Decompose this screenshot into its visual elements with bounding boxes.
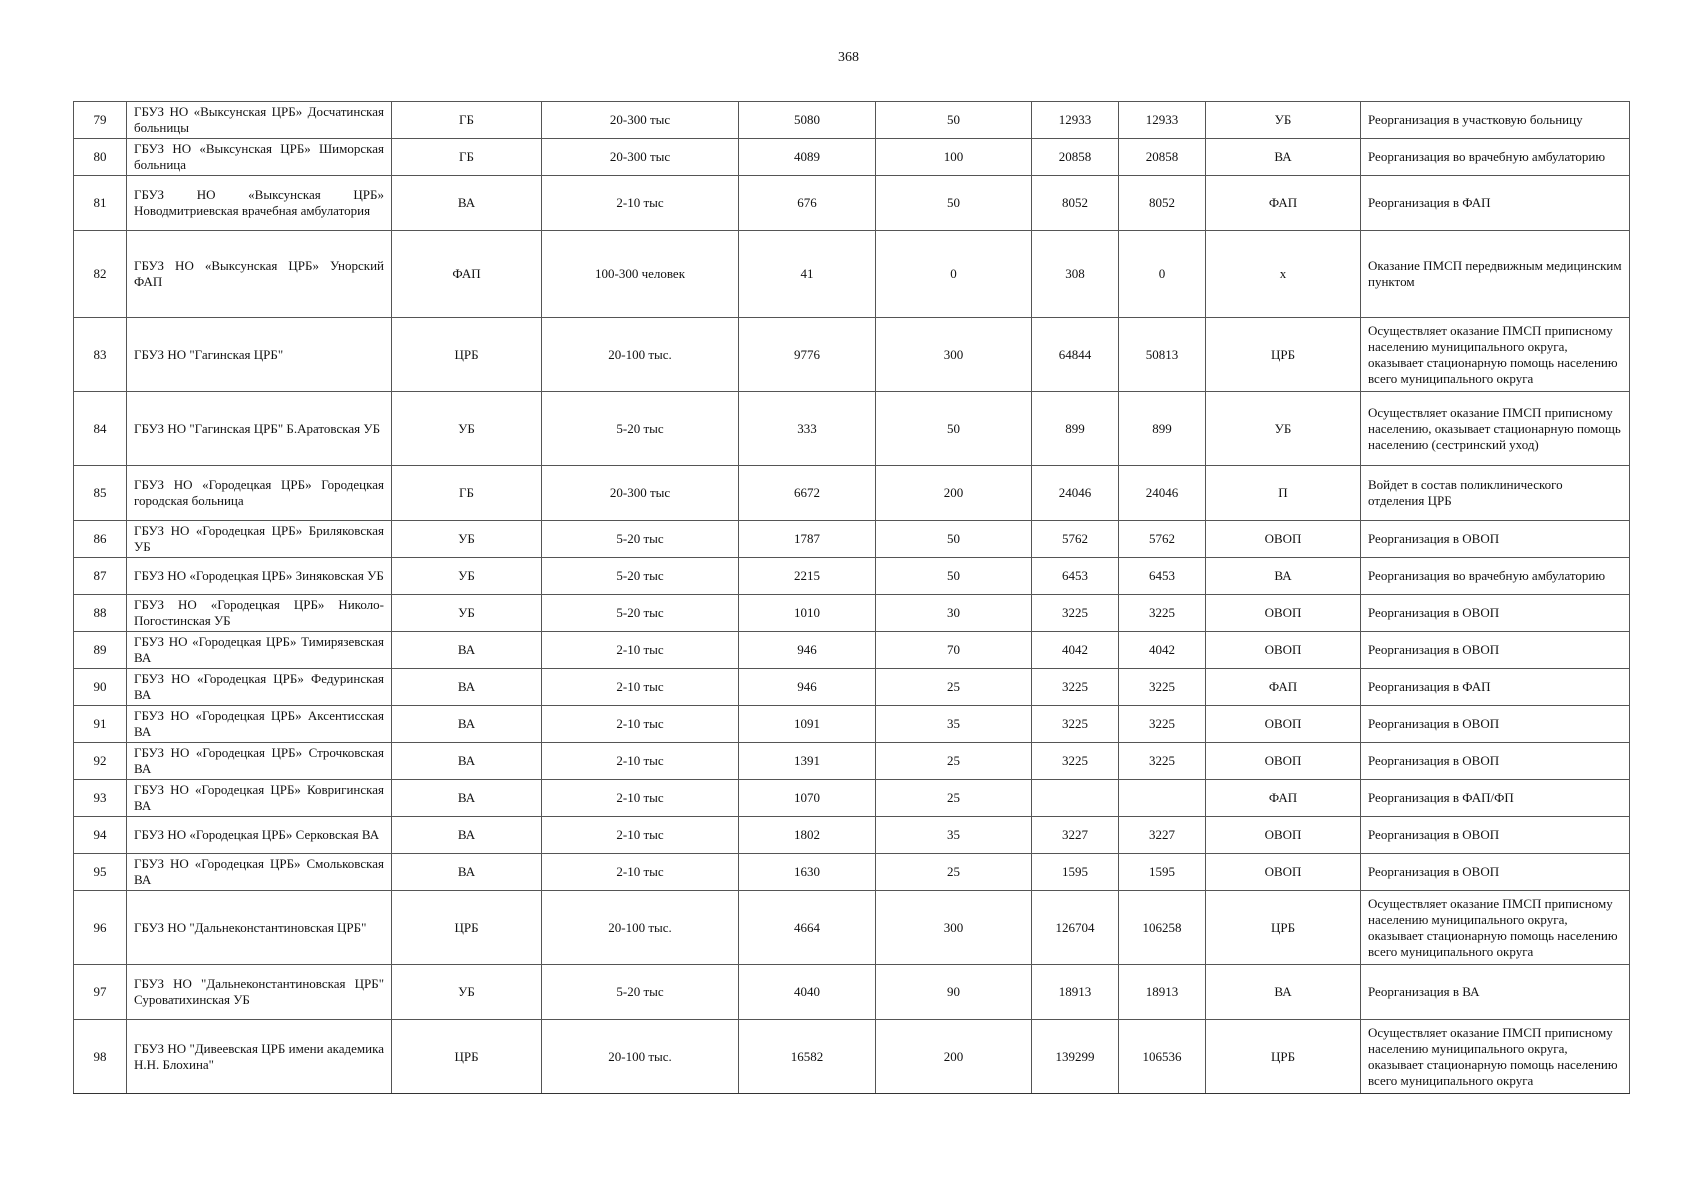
- facility-type: ЦРБ: [392, 318, 542, 392]
- facility-type: ГБ: [392, 139, 542, 176]
- value-1: 41: [739, 231, 876, 318]
- planned-action: Реорганизация во врачебную амбулаторию: [1361, 558, 1630, 595]
- value-2: 35: [876, 706, 1032, 743]
- planned-action: Реорганизация в ФАП/ФП: [1361, 780, 1630, 817]
- value-3: 64844: [1032, 318, 1119, 392]
- value-4: 3227: [1119, 817, 1206, 854]
- value-1: 1787: [739, 521, 876, 558]
- value-1: 1630: [739, 854, 876, 891]
- table-row: [74, 318, 1630, 392]
- planned-action: Осуществляет оказание ПМСП приписному населению муниципального округа, оказывает стационарную помощь населению всего муниципального округа: [1361, 1020, 1630, 1094]
- target-type: ОВОП: [1206, 595, 1361, 632]
- facility-table: [73, 101, 1630, 1094]
- planned-action: Реорганизация в ОВОП: [1361, 854, 1630, 891]
- value-3: 6453: [1032, 558, 1119, 595]
- table-row: [74, 965, 1630, 1020]
- table-row: [74, 669, 1630, 706]
- planned-action: Реорганизация в ФАП: [1361, 176, 1630, 231]
- value-4: 0: [1119, 231, 1206, 318]
- table-row: [74, 1020, 1630, 1094]
- facility-type: ВА: [392, 817, 542, 854]
- table-row: [74, 231, 1630, 318]
- value-2: 100: [876, 139, 1032, 176]
- planned-action: Реорганизация в ОВОП: [1361, 595, 1630, 632]
- table-row: [74, 102, 1630, 139]
- table-row: [74, 891, 1630, 965]
- row-number: 89: [74, 632, 127, 669]
- row-number: 88: [74, 595, 127, 632]
- planned-action: Реорганизация в ФАП: [1361, 669, 1630, 706]
- value-2: 50: [876, 392, 1032, 466]
- population-range: 2-10 тыс: [542, 780, 739, 817]
- facility-type: ГБ: [392, 102, 542, 139]
- row-number: 96: [74, 891, 127, 965]
- target-type: ОВОП: [1206, 521, 1361, 558]
- value-1: 1802: [739, 817, 876, 854]
- population-range: 2-10 тыс: [542, 817, 739, 854]
- value-1: 6672: [739, 466, 876, 521]
- planned-action: Оказание ПМСП передвижным медицинским пунктом: [1361, 231, 1630, 318]
- value-3: [1032, 780, 1119, 817]
- facility-type: ВА: [392, 780, 542, 817]
- target-type: ЦРБ: [1206, 318, 1361, 392]
- value-2: 300: [876, 318, 1032, 392]
- row-number: 83: [74, 318, 127, 392]
- value-4: 106536: [1119, 1020, 1206, 1094]
- facility-name: ГБУЗ НО «Выксунская ЦРБ» Новодмитриевская врачебная амбулатория: [127, 176, 392, 231]
- facility-type: ВА: [392, 706, 542, 743]
- planned-action: Реорганизация в ОВОП: [1361, 817, 1630, 854]
- population-range: 100-300 человек: [542, 231, 739, 318]
- facility-type: УБ: [392, 521, 542, 558]
- table-row: [74, 176, 1630, 231]
- value-3: 899: [1032, 392, 1119, 466]
- value-2: 25: [876, 854, 1032, 891]
- planned-action: Реорганизация в ОВОП: [1361, 706, 1630, 743]
- facility-name: ГБУЗ НО «Выксунская ЦРБ» Унорский ФАП: [127, 231, 392, 318]
- table-row: [74, 392, 1630, 466]
- row-number: 97: [74, 965, 127, 1020]
- value-3: 139299: [1032, 1020, 1119, 1094]
- facility-name: ГБУЗ НО «Городецкая ЦРБ» Ковригинская ВА: [127, 780, 392, 817]
- facility-name: ГБУЗ НО «Городецкая ЦРБ» Строчковская ВА: [127, 743, 392, 780]
- target-type: УБ: [1206, 392, 1361, 466]
- planned-action: Реорганизация во врачебную амбулаторию: [1361, 139, 1630, 176]
- facility-type: ВА: [392, 743, 542, 780]
- value-4: 12933: [1119, 102, 1206, 139]
- target-type: ОВОП: [1206, 743, 1361, 780]
- table-row: [74, 139, 1630, 176]
- planned-action: Осуществляет оказание ПМСП приписному населению муниципального округа, оказывает стационарную помощь населению всего муниципального округа: [1361, 891, 1630, 965]
- row-number: 81: [74, 176, 127, 231]
- value-2: 25: [876, 780, 1032, 817]
- population-range: 2-10 тыс: [542, 176, 739, 231]
- value-3: 8052: [1032, 176, 1119, 231]
- row-number: 94: [74, 817, 127, 854]
- population-range: 20-300 тыс: [542, 102, 739, 139]
- value-4: 106258: [1119, 891, 1206, 965]
- facility-type: ВА: [392, 669, 542, 706]
- row-number: 91: [74, 706, 127, 743]
- facility-name: ГБУЗ НО "Дальнеконстантиновская ЦРБ" Суроватихинская УБ: [127, 965, 392, 1020]
- facility-type: ЦРБ: [392, 891, 542, 965]
- facility-name: ГБУЗ НО «Городецкая ЦРБ» Смольковская ВА: [127, 854, 392, 891]
- target-type: ОВОП: [1206, 706, 1361, 743]
- population-range: 20-300 тыс: [542, 466, 739, 521]
- table-row: [74, 780, 1630, 817]
- value-3: 308: [1032, 231, 1119, 318]
- value-1: 946: [739, 669, 876, 706]
- value-4: 6453: [1119, 558, 1206, 595]
- value-1: 1391: [739, 743, 876, 780]
- planned-action: Осуществляет оказание ПМСП приписному населению муниципального округа, оказывает стационарную помощь населению всего муниципального округа: [1361, 318, 1630, 392]
- facility-type: ВА: [392, 632, 542, 669]
- facility-name: ГБУЗ НО «Выксунская ЦРБ» Шиморская больница: [127, 139, 392, 176]
- row-number: 79: [74, 102, 127, 139]
- value-4: 50813: [1119, 318, 1206, 392]
- table-row: [74, 558, 1630, 595]
- target-type: ЦРБ: [1206, 1020, 1361, 1094]
- value-1: 1091: [739, 706, 876, 743]
- value-2: 30: [876, 595, 1032, 632]
- value-3: 126704: [1032, 891, 1119, 965]
- facility-name: ГБУЗ НО «Городецкая ЦРБ» Тимирязевская ВА: [127, 632, 392, 669]
- value-4: 18913: [1119, 965, 1206, 1020]
- target-type: П: [1206, 466, 1361, 521]
- value-3: 24046: [1032, 466, 1119, 521]
- target-type: ФАП: [1206, 176, 1361, 231]
- target-type: ВА: [1206, 965, 1361, 1020]
- value-1: 4089: [739, 139, 876, 176]
- value-3: 3225: [1032, 743, 1119, 780]
- value-4: 5762: [1119, 521, 1206, 558]
- value-1: 5080: [739, 102, 876, 139]
- population-range: 5-20 тыс: [542, 595, 739, 632]
- facility-name: ГБУЗ НО "Дивеевская ЦРБ имени академика Н.Н. Блохина": [127, 1020, 392, 1094]
- facility-type: ФАП: [392, 231, 542, 318]
- facility-type: УБ: [392, 558, 542, 595]
- value-3: 20858: [1032, 139, 1119, 176]
- value-3: 3225: [1032, 669, 1119, 706]
- population-range: 2-10 тыс: [542, 706, 739, 743]
- facility-type: УБ: [392, 392, 542, 466]
- value-3: 4042: [1032, 632, 1119, 669]
- value-2: 50: [876, 558, 1032, 595]
- facility-name: ГБУЗ НО «Городецкая ЦРБ» Зиняковская УБ: [127, 558, 392, 595]
- facility-type: УБ: [392, 965, 542, 1020]
- population-range: 20-100 тыс.: [542, 1020, 739, 1094]
- value-4: 24046: [1119, 466, 1206, 521]
- table-row: [74, 595, 1630, 632]
- row-number: 95: [74, 854, 127, 891]
- table-row: [74, 706, 1630, 743]
- value-1: 676: [739, 176, 876, 231]
- population-range: 5-20 тыс: [542, 965, 739, 1020]
- value-1: 4040: [739, 965, 876, 1020]
- facility-name: ГБУЗ НО «Городецкая ЦРБ» Николо-Погостинская УБ: [127, 595, 392, 632]
- value-4: 4042: [1119, 632, 1206, 669]
- facility-name: ГБУЗ НО «Городецкая ЦРБ» Федуринская ВА: [127, 669, 392, 706]
- table-row: [74, 743, 1630, 780]
- value-2: 200: [876, 1020, 1032, 1094]
- planned-action: Реорганизация в ОВОП: [1361, 632, 1630, 669]
- table-row: [74, 466, 1630, 521]
- planned-action: Реорганизация в ОВОП: [1361, 521, 1630, 558]
- target-type: ОВОП: [1206, 817, 1361, 854]
- row-number: 85: [74, 466, 127, 521]
- value-2: 50: [876, 176, 1032, 231]
- value-1: 16582: [739, 1020, 876, 1094]
- value-2: 200: [876, 466, 1032, 521]
- table-row: [74, 817, 1630, 854]
- table-row: [74, 854, 1630, 891]
- row-number: 90: [74, 669, 127, 706]
- planned-action: Реорганизация в ОВОП: [1361, 743, 1630, 780]
- facility-type: УБ: [392, 595, 542, 632]
- row-number: 86: [74, 521, 127, 558]
- population-range: 5-20 тыс: [542, 521, 739, 558]
- value-2: 35: [876, 817, 1032, 854]
- facility-name: ГБУЗ НО «Выксунская ЦРБ» Досчатинская больницы: [127, 102, 392, 139]
- population-range: 20-300 тыс: [542, 139, 739, 176]
- value-1: 1070: [739, 780, 876, 817]
- population-range: 2-10 тыс: [542, 854, 739, 891]
- value-3: 1595: [1032, 854, 1119, 891]
- facility-name: ГБУЗ НО "Гагинская ЦРБ" Б.Аратовская УБ: [127, 392, 392, 466]
- value-4: 1595: [1119, 854, 1206, 891]
- value-3: 3227: [1032, 817, 1119, 854]
- value-4: 3225: [1119, 669, 1206, 706]
- target-type: ВА: [1206, 139, 1361, 176]
- planned-action: Реорганизация в ВА: [1361, 965, 1630, 1020]
- row-number: 93: [74, 780, 127, 817]
- value-3: 18913: [1032, 965, 1119, 1020]
- value-2: 90: [876, 965, 1032, 1020]
- planned-action: Реорганизация в участковую больницу: [1361, 102, 1630, 139]
- value-3: 5762: [1032, 521, 1119, 558]
- population-range: 2-10 тыс: [542, 632, 739, 669]
- value-1: 9776: [739, 318, 876, 392]
- value-2: 0: [876, 231, 1032, 318]
- facility-name: ГБУЗ НО "Гагинская ЦРБ": [127, 318, 392, 392]
- row-number: 92: [74, 743, 127, 780]
- target-type: х: [1206, 231, 1361, 318]
- value-4: 3225: [1119, 706, 1206, 743]
- row-number: 80: [74, 139, 127, 176]
- value-1: 4664: [739, 891, 876, 965]
- target-type: ОВОП: [1206, 632, 1361, 669]
- facility-name: ГБУЗ НО «Городецкая ЦРБ» Аксентисская ВА: [127, 706, 392, 743]
- target-type: УБ: [1206, 102, 1361, 139]
- target-type: ЦРБ: [1206, 891, 1361, 965]
- population-range: 2-10 тыс: [542, 743, 739, 780]
- facility-type: ЦРБ: [392, 1020, 542, 1094]
- value-4: 3225: [1119, 595, 1206, 632]
- row-number: 87: [74, 558, 127, 595]
- value-1: 333: [739, 392, 876, 466]
- planned-action: Осуществляет оказание ПМСП приписному населению, оказывает стационарную помощь населению (сестринский уход): [1361, 392, 1630, 466]
- value-4: 8052: [1119, 176, 1206, 231]
- target-type: ФАП: [1206, 669, 1361, 706]
- target-type: ОВОП: [1206, 854, 1361, 891]
- value-1: 1010: [739, 595, 876, 632]
- facility-name: ГБУЗ НО «Городецкая ЦРБ» Серковская ВА: [127, 817, 392, 854]
- row-number: 84: [74, 392, 127, 466]
- facility-name: ГБУЗ НО "Дальнеконстантиновская ЦРБ": [127, 891, 392, 965]
- facility-name: ГБУЗ НО «Городецкая ЦРБ» Бриляковская УБ: [127, 521, 392, 558]
- planned-action: Войдет в состав поликлинического отделения ЦРБ: [1361, 466, 1630, 521]
- value-2: 70: [876, 632, 1032, 669]
- population-range: 5-20 тыс: [542, 392, 739, 466]
- value-2: 300: [876, 891, 1032, 965]
- row-number: 82: [74, 231, 127, 318]
- value-2: 50: [876, 521, 1032, 558]
- value-1: 946: [739, 632, 876, 669]
- population-range: 20-100 тыс.: [542, 318, 739, 392]
- table-row: [74, 632, 1630, 669]
- value-3: 3225: [1032, 595, 1119, 632]
- facility-type: ГБ: [392, 466, 542, 521]
- value-2: 25: [876, 669, 1032, 706]
- value-3: 12933: [1032, 102, 1119, 139]
- facility-type: ВА: [392, 176, 542, 231]
- value-3: 3225: [1032, 706, 1119, 743]
- table-body: [74, 102, 1630, 1094]
- value-4: 20858: [1119, 139, 1206, 176]
- row-number: 98: [74, 1020, 127, 1094]
- value-4: 899: [1119, 392, 1206, 466]
- population-range: 2-10 тыс: [542, 669, 739, 706]
- target-type: ФАП: [1206, 780, 1361, 817]
- value-2: 50: [876, 102, 1032, 139]
- population-range: 5-20 тыс: [542, 558, 739, 595]
- target-type: ВА: [1206, 558, 1361, 595]
- table-row: [74, 521, 1630, 558]
- population-range: 20-100 тыс.: [542, 891, 739, 965]
- value-1: 2215: [739, 558, 876, 595]
- facility-type: ВА: [392, 854, 542, 891]
- value-4: [1119, 780, 1206, 817]
- facility-name: ГБУЗ НО «Городецкая ЦРБ» Городецкая городская больница: [127, 466, 392, 521]
- value-4: 3225: [1119, 743, 1206, 780]
- value-2: 25: [876, 743, 1032, 780]
- page-number: 368: [838, 50, 859, 65]
